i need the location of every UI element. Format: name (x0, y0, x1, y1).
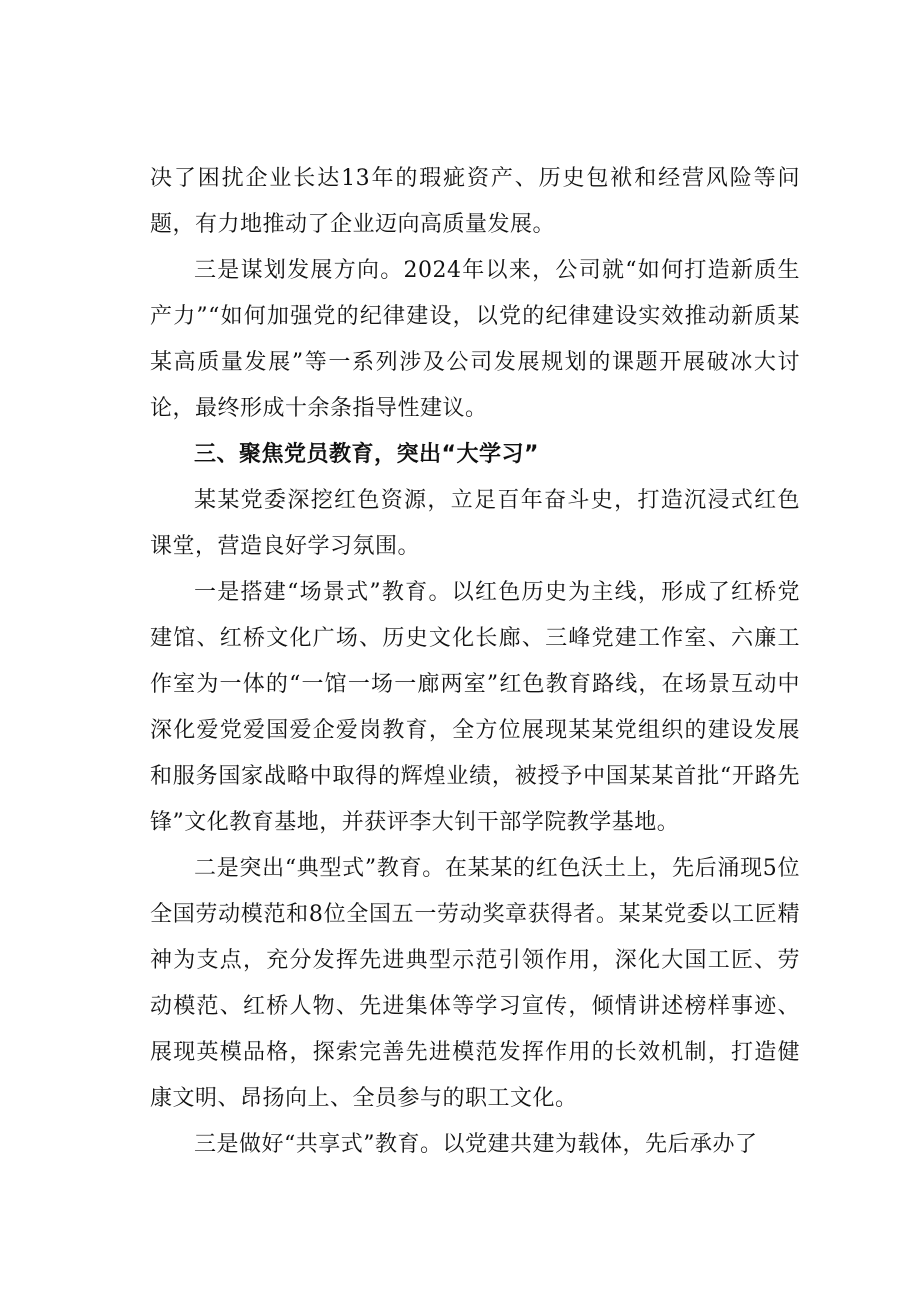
document-body (150, 156, 800, 1168)
paragraph-shared-education: 三是做好“共享式”教育。以党建共建为载体，先后承办了 (194, 1132, 758, 1157)
paragraph-model-education: 二是突出“典型式”教育。在某某的红色沃土上，先后涌现5位全国劳动模范和8位全国五一劳动奖章获得者。某某党委以工匠精神为支点，充分发挥先进典型示范引领作用，深化大国工匠、劳动模范、红桥人物、先进集体等学习宣传，倾情讲述榜样事迹、展现英模品格，探索完善先进模范发挥作用的长效机制，打造健康文明、昂扬向上、全员参与的职工文化。 (150, 856, 800, 1111)
paragraph-development-direction: 三是谋划发展方向。2024年以来，公司就“如何打造新质生产力”“如何加强党的纪律建设，以党的纪律建设实效推动新质某某高质量发展”等一系列涉及公司发展规划的课题开展破冰大讨论，最终形成十余条指导性建议。 (150, 258, 800, 421)
paragraph-section-intro: 某某党委深挖红色资源，立足百年奋斗史，打造沉浸式红色课堂，营造良好学习氛围。 (150, 488, 800, 559)
paragraph-continuation: 决了困扰企业长达13年的瑕疵资产、历史包袱和经营风险等问题，有力地推动了企业迈向高质量发展。 (150, 166, 800, 237)
section-heading-party-education: 三、聚焦党员教育，突出“大学习” (194, 442, 539, 467)
paragraph-scene-education: 一是搭建“场景式”教育。以红色历史为主线，形成了红桥党建馆、红桥文化广场、历史文化长廊、三峰党建工作室、六廉工作室为一体的“一馆一场一廊两室”红色教育路线，在场景互动中深化爱党爱国爱企爱岗教育，全方位展现某某党组织的建设发展和服务国家战略中取得的辉煌业绩，被授予中国某某首批“开路先锋”文化教育基地，并获评李大钊干部学院教学基地。 (150, 580, 800, 835)
